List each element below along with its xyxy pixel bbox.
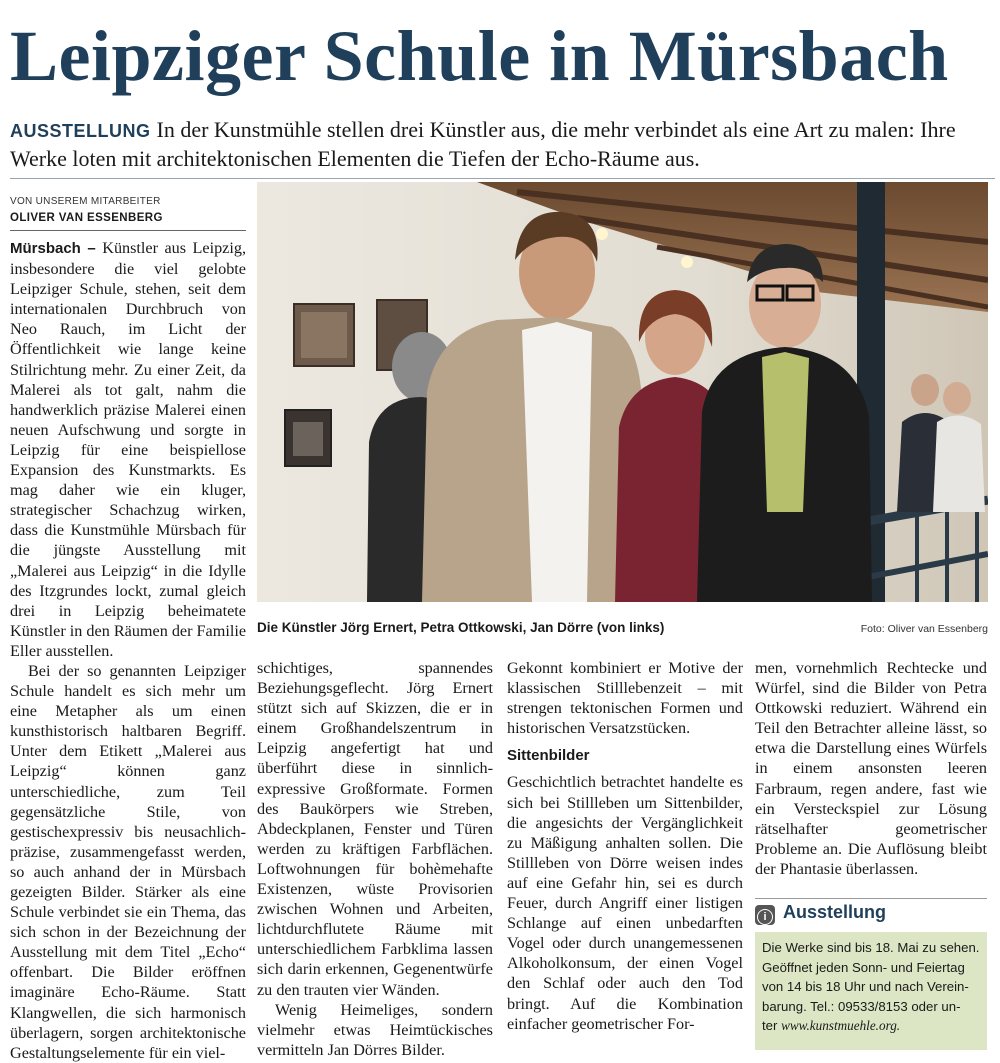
paragraph: Wenig Heimeliges, sondern vielmehr etwas Heimtückisches vermitteln Jan Dörres Bilder. (257, 1000, 493, 1059)
infobox-line (762, 1016, 981, 1036)
dateline: Mürsbach – (10, 240, 96, 257)
website-link[interactable]: www.kunstmuehle.org. (781, 1018, 901, 1033)
photo-credit: Foto: Oliver van Essenberg (860, 623, 988, 635)
byline-label: VON UNSEREM MITARBEITER (10, 196, 161, 207)
byline-divider (10, 230, 246, 231)
column-4 (755, 658, 987, 879)
paragraph: Bei der so genannten Leipziger Schule handelt es sich mehr um eine Metapher als um einen kunsthistorisch haltbaren Begriff. Unter dem Etikett „Malerei aus Leipzig“ können ganz unterschiedliche, zum Teil gegensätzliche Stile, von gestischexpressiv bis neusachlich-präzise, zusammengefasst werden, so auch anhand der in Mürsbach gezeigten Bilder. Stärker als eine Schule verbindet sie ein Thema, das sich schon in der Bezeichnung der Ausstellung mit dem Titel „Echo“ offenbart. Die Bilder eröffnen imaginäre Echo-Räume. Statt Klangwellen, die sich harmonisch überlagern, sorgen architektonische Gestaltungselemente für ein viel- (10, 661, 246, 1062)
column-1 (10, 238, 246, 1063)
paragraph: Geschichtlich betrachtet handelte es sich bei Stillleben um Sittenbilder, die angesichts der Vergänglichkeit zu Mäßigung anhalten sollen. Die Stillleben von Dörre weisen indes auf eine Gefahr hin, sei es durch Feuer, durch Angriff einer listigen Schlange auf einen unbedarften Vogel oder durch unangemessenen Alkoholkonsum, der einen Vogel den Schlaf oder auch den Tod bringt. Auf die Kombination einfacher geometrischer For- (507, 773, 743, 1033)
photo-caption: Die Künstler Jörg Ernert, Petra Ottkowski, Jan Dörre (von links) (257, 620, 665, 635)
infobox (755, 932, 987, 1050)
paragraph: Gekonnt kombiniert er Motive der klassischen Stilllebenzeit – mit strengen tektonischen Formen und historischen Versatzstücken. (507, 659, 743, 738)
divider (10, 178, 995, 179)
paragraph (10, 238, 246, 661)
infobox-line: Die Werke sind bis 18. Mai zu sehen. (762, 940, 980, 955)
deck (10, 116, 995, 173)
infobox-line: Geöffnet jeden Sonn- und Feiertag (762, 959, 965, 975)
paragraph: schichtiges, spannendes Beziehungsgeflecht. Jörg Ernert stützt sich auf Skizzen, die er in einem Großhandelszentrum in Leipzig angefertigt hat und überführt diese in sinnlich-expressive Großformate. Formen des Baukörpers wie Streben, Abdeckplanen, Fenster und Türen werden zu kräftigen Farbflächen. Loftwohnungen für bohèmehafte Existenzen, wüste Provisorien zwischen Wohnen und Arbeiten, lichtdurchflutete Räume mit unterschiedlichem Farbklima lassen sich darin erkennen, Gegenentwürfe zu den trauten vier Wänden. (257, 659, 493, 999)
headline: Leipziger Schule in Mürsbach (10, 16, 949, 96)
infobox-line: von 14 bis 18 Uhr und nach Verein- (762, 979, 969, 994)
paragraph: men, vornehmlich Rechtecke und Würfel, sind die Bilder von Petra Ottkowski reduziert. Während ein Teil den Betrachter alleine lässt, so etwa die Darstellung eines Würfels in einem ansonsten leeren Farbraum, regen andere, fast wie ein Versteckspiel zur Lösung rätselhafter geometrischer Probleme an. Die Auflösung bleibt der Phantasie überlassen. (755, 659, 987, 878)
info-icon: i (755, 905, 775, 925)
deck-text: In der Kunstmühle stellen drei Künstler aus, die mehr verbindet als eine Art zu malen: Ihre Werke loten mit architektonischen Elementen die Tiefen der Echo-Räume aus. (10, 117, 956, 171)
paragraph-text: Künstler aus Leipzig, insbesondere die viel gelobte Leipziger Schule, stehen, seit dem internationalen Durchbruch von Neo Rauch, im Licht der Öffentlichkeit wie lange keine Stilrichtung mehr. Zu einer Zeit, da Malerei als tot galt, nahm die handwerklich präzise Malerei einen neuen Aufschwung und sorgte in Leipzig für eine beispiellose Expansion des Kunstmarkts. Es mag daher wie ein kluger, strategischer Schachzug wirken, dass die Kunstmühle Mürsbach für die jüngste Ausstellung mit „Malerei aus Leipzig“ in die Idylle des Itzgrundes lockt, zumal gleich drei in Leipzig beheimatete Künstler in den Räumen der Familie Eller ausstellen. (10, 239, 247, 660)
byline-name: OLIVER VAN ESSENBERG (10, 212, 163, 224)
artists-photo (257, 182, 988, 602)
column-3 (507, 658, 743, 1034)
subheading: Sittenbilder (507, 747, 590, 765)
infobox-text: ter (762, 1018, 778, 1033)
infobox-line: barung. Tel.: 09533/8153 oder un- (762, 998, 961, 1014)
kicker: AUSSTELLUNG (10, 121, 151, 141)
infobox-title: Ausstellung (783, 902, 887, 922)
photo-illustration (257, 182, 988, 602)
infobox-header (755, 898, 987, 929)
column-2 (257, 658, 493, 1060)
